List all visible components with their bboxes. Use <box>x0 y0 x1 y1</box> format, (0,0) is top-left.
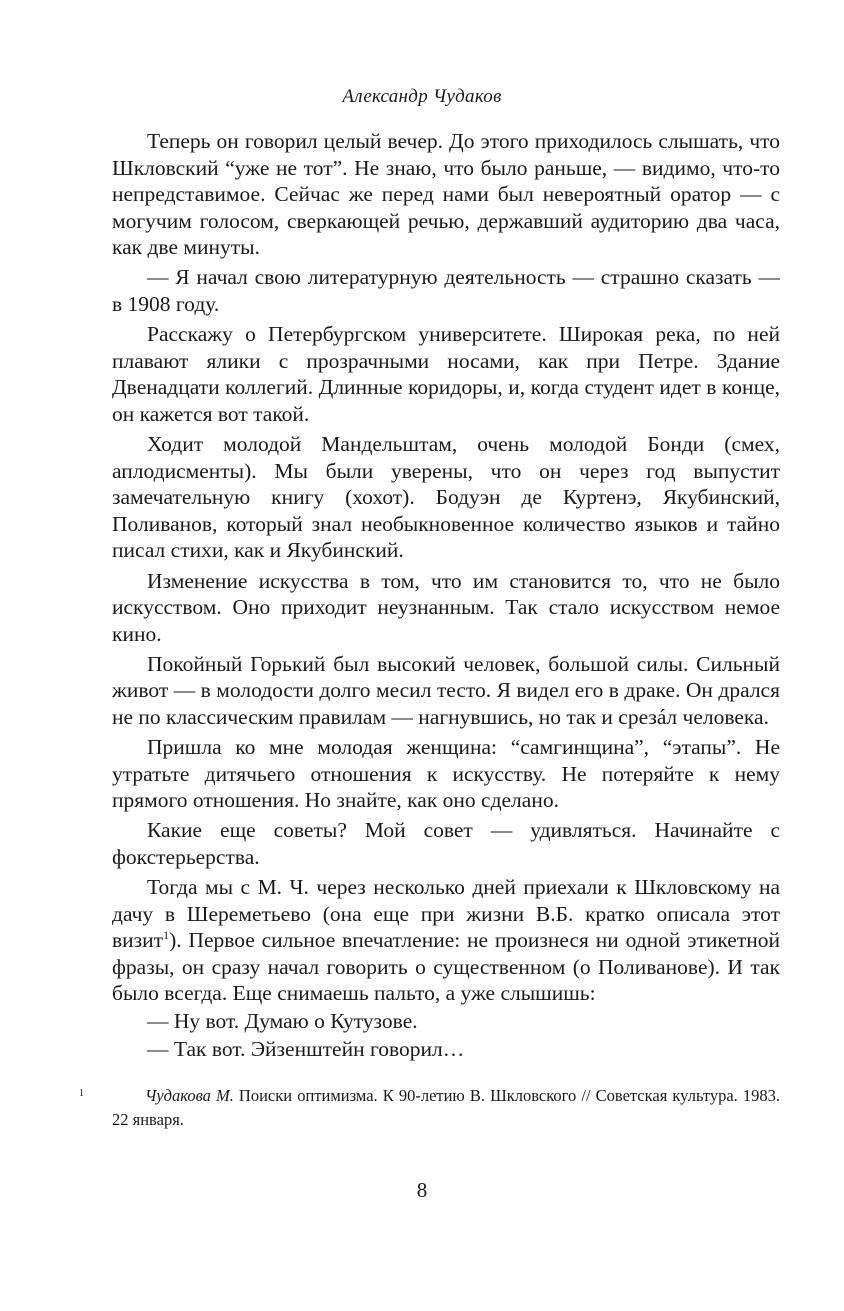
footnote-number: 1 <box>79 1088 84 1099</box>
body-text <box>112 128 780 1062</box>
dialog-line: — Так вот. Эйзенштейн говорил… <box>147 1036 465 1061</box>
footnote-author: Чудакова М. <box>145 1086 234 1105</box>
paragraph: Ходит молодой Мандельштам, очень молодой Бонди (смех, аплодисменты). Мы были уверены, что он через год выпустит замечательную книгу (хохот). Бодуэн де Куртенэ, Якубинский, Поливанов, который знал необыкновенное количество языков и тайно писал стихи, как и Якубинский. <box>112 432 780 563</box>
footnote-citation: Поиски оптимизма. К 90-летию В. Шкловского // Советская культура. 1983. 22 января. <box>112 1086 781 1129</box>
footnote <box>79 1084 781 1132</box>
paragraph-with-footnote-ref <box>112 874 780 1007</box>
paragraph: Какие еще советы? Мой совет — удивляться. Начинайте с фокстерьерства. <box>112 818 780 869</box>
paragraph: Расскажу о Петербургском университете. Широкая река, по ней плавают ялики с прозрачными носами, как при Петре. Здание Двенадцати коллегий. Длинные коридоры, и, когда студент идет в конце, он кажется вот такой. <box>112 322 780 426</box>
page-number: 8 <box>416 1178 428 1202</box>
paragraph: — Я начал свою литературную деятельность — страшно сказать — в 1908 году. <box>112 265 780 317</box>
running-head: Александр Чудаков <box>342 86 502 107</box>
paragraph: Изменение искусства в том, что им становится то, что не было искусством. Оно приходит неузнанным. Так стало искусством немое кино. <box>112 568 780 646</box>
paragraph: Пришла ко мне молодая женщина: “самгинщина”, “этапы”. Не утратьте дитячьего отношения к искусству. Не потеряйте к нему прямого отношения. Но знайте, как оно сделано. <box>112 735 780 813</box>
paragraph-text: ). Первое сильное впечатление: не произнеся ни одной этикетной фразы, он сразу начал говорить о существенном (о Поливанове). И так было всегда. Еще снимаешь пальто, а уже слышишь: <box>112 928 780 1006</box>
paragraph: Теперь он говорил целый вечер. До этого приходилось слышать, что Шкловский “уже не тот”. Не знаю, что было раньше, — видимо, что-то непредставимое. Сейчас же перед нами был невероятный оратор — с могучим голосом, сверкающей речью, державший аудиторию два часа, как две минуты. <box>112 129 780 260</box>
dialog-line: — Ну вот. Думаю о Кутузове. <box>147 1009 418 1033</box>
paragraph: Покойный Горький был высокий человек, большой силы. Сильный живот — в молодости долго месил тесто. Я видел его в драке. Он дрался не по классическим правилам — нагнувшись, но так и срезáл человека. <box>112 651 780 729</box>
footnote-reference[interactable]: 1 <box>163 928 170 943</box>
footnote-text <box>79 1084 781 1132</box>
paragraph-text: Тогда мы с М. Ч. через несколько дней приехали к Шкловскому на дачу в Шереметьево (она еще при жизни В.Б. кратко описала этот визит <box>112 875 780 953</box>
